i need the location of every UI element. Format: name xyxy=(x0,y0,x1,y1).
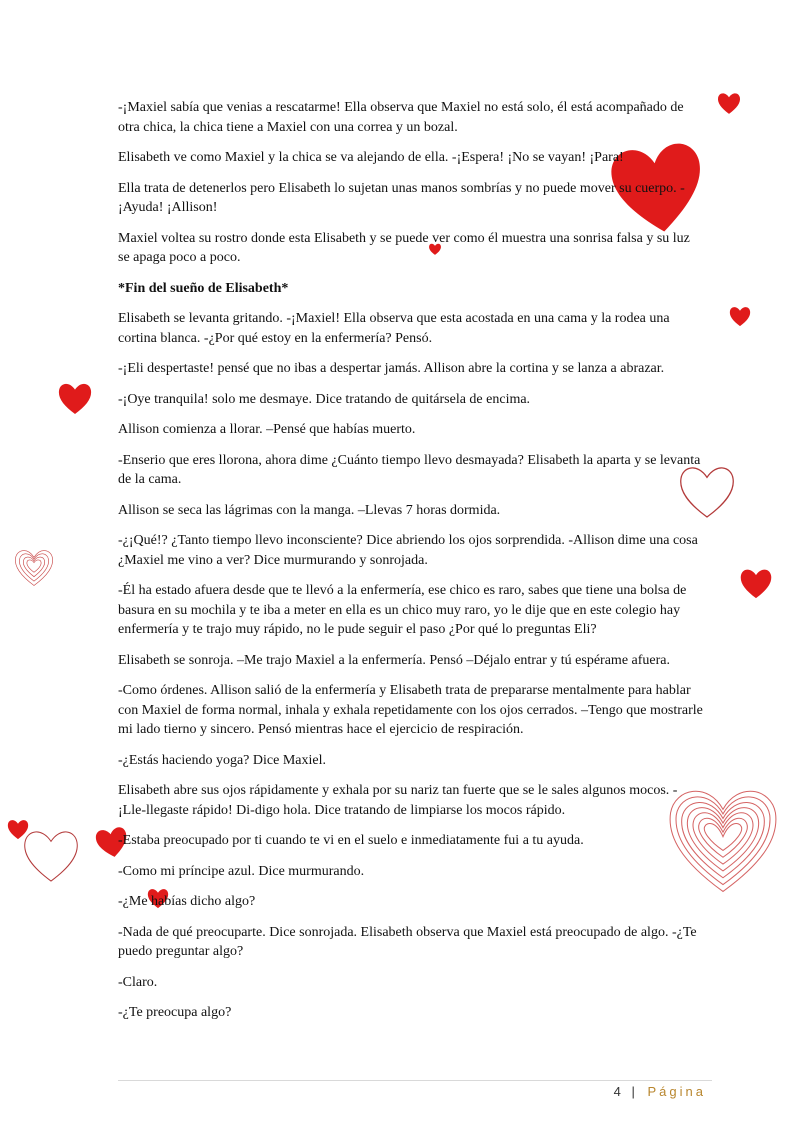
paragraph: -Claro. xyxy=(118,974,158,990)
paragraph: -Enserio que eres llorona, ahora dime ¿Cuánto tiempo llevo desmayada? Elisabeth la aparta y se levanta de la cama. xyxy=(118,452,701,487)
paragraph: -¿Me habías dicho algo? xyxy=(118,894,256,909)
heart-icon xyxy=(738,556,774,610)
paragraph: Elisabeth se levanta gritando. -¡Maxiel! Ella observa que esta acostada en una cama y la rodea una cortina blanca. -¿Por qué estoy en la enfermería? Pensó. xyxy=(118,311,670,346)
paragraph: -¿Te preocupa algo? xyxy=(118,1005,232,1020)
paragraph: -Como mi príncipe azul. Dice murmurando. xyxy=(118,863,365,879)
page-label: Página xyxy=(647,1084,706,1099)
paragraph: -Nada de qué preocuparte. Dice sonrojada. Elisabeth observa que Maxiel está preocupado de algo. -¿Te puedo preguntar algo? xyxy=(118,924,697,959)
heart-lines-icon xyxy=(12,528,56,606)
paragraph: -¿Estás haciendo yoga? Dice Maxiel. xyxy=(118,752,326,768)
paragraph: -¿¡Qué!? ¿Tanto tiempo llevo inconsciente? Dice abriendo los ojos sorprendida. -Allison dime una cosa ¿Maxiel me vino a ver? Dice murmurando y sonrojada. xyxy=(118,533,698,568)
page-number: 4 xyxy=(613,1084,621,1099)
paragraph: Ella trata de detenerlos pero Elisabeth lo sujetan unas manos sombrías y no puede mover su cuerpo. -¡Ayuda! ¡Allison! xyxy=(118,180,685,215)
paragraph: Allison comienza a llorar. –Pensé que habías muerto. xyxy=(118,422,416,437)
paragraph: Elisabeth abre sus ojos rápidamente y exhala por su nariz tan fuerte que se le sales algunos mocos. -¡Lle-llegaste rápido! Di-digo hola. Dice tratando de limpiarse los mocos rápido. xyxy=(118,783,678,818)
paragraph: -¡Eli despertaste! pensé que no ibas a despertar jamás. Allison abre la cortina y se lanza a abrazar. xyxy=(118,361,665,376)
heart-icon xyxy=(56,372,94,424)
page-footer xyxy=(614,1084,706,1099)
paragraph: *Fin del sueño de Elisabeth* xyxy=(118,280,289,296)
paragraph: -¡Oye tranquila! solo me desmaye. Dice tratando de quitársela de encima. xyxy=(118,391,531,407)
paragraph: Maxiel voltea su rostro donde esta Elisabeth y se puede ver como él muestra una sonrisa falsa y su luz se apaga poco a poco. xyxy=(118,230,690,265)
paragraph: -Como órdenes. Allison salió de la enfermería y Elisabeth trata de prepararse mentalmente para hablar con Maxiel de forma normal, inhala y exhala repetidamente con los ojos cerrados. –Tengo que mostrarle mi lado tierno y sincero. Pensó mientras hace el ejercicio de respiración. xyxy=(118,683,703,737)
paragraph: Allison se seca las lágrimas con la manga. –Llevas 7 horas dormida. xyxy=(118,502,501,518)
paragraph: -Él ha estado afuera desde que te llevó a la enfermería, ese chico es raro, sabes que tiene una bolsa de basura en su mochila y te iba a meter en ella es un chico muy raro, yo le dije que en este colegio hay enfermería y te trajo muy rápido, no le pude seguir el paso ¿Por qué lo preguntas Eli? xyxy=(118,583,687,637)
footer-divider xyxy=(118,1080,712,1081)
paragraph: -Estaba preocupado por ti cuando te vi en el suelo e inmediatamente fui a tu ayuda. xyxy=(118,833,584,848)
heart-icon xyxy=(716,84,742,122)
heart-icon xyxy=(728,298,752,334)
paragraph: Elisabeth se sonroja. –Me trajo Maxiel a la enfermería. Pensó –Déjalo entrar y tú espérame afuera. xyxy=(118,652,671,668)
footer-separator: | xyxy=(631,1084,635,1099)
paragraph: -¡Maxiel sabía que venias a rescatarme! Ella observa que Maxiel no está solo, él está acompañado de otra chica, la chica tiene a Maxiel con una correa y un bozal. xyxy=(118,100,684,135)
paragraph: Elisabeth ve como Maxiel y la chica se va alejando de ella. -¡Espera! ¡No se vayan! ¡Para! xyxy=(118,150,624,165)
document-body xyxy=(118,98,704,1034)
heart-outline-icon xyxy=(20,800,82,910)
